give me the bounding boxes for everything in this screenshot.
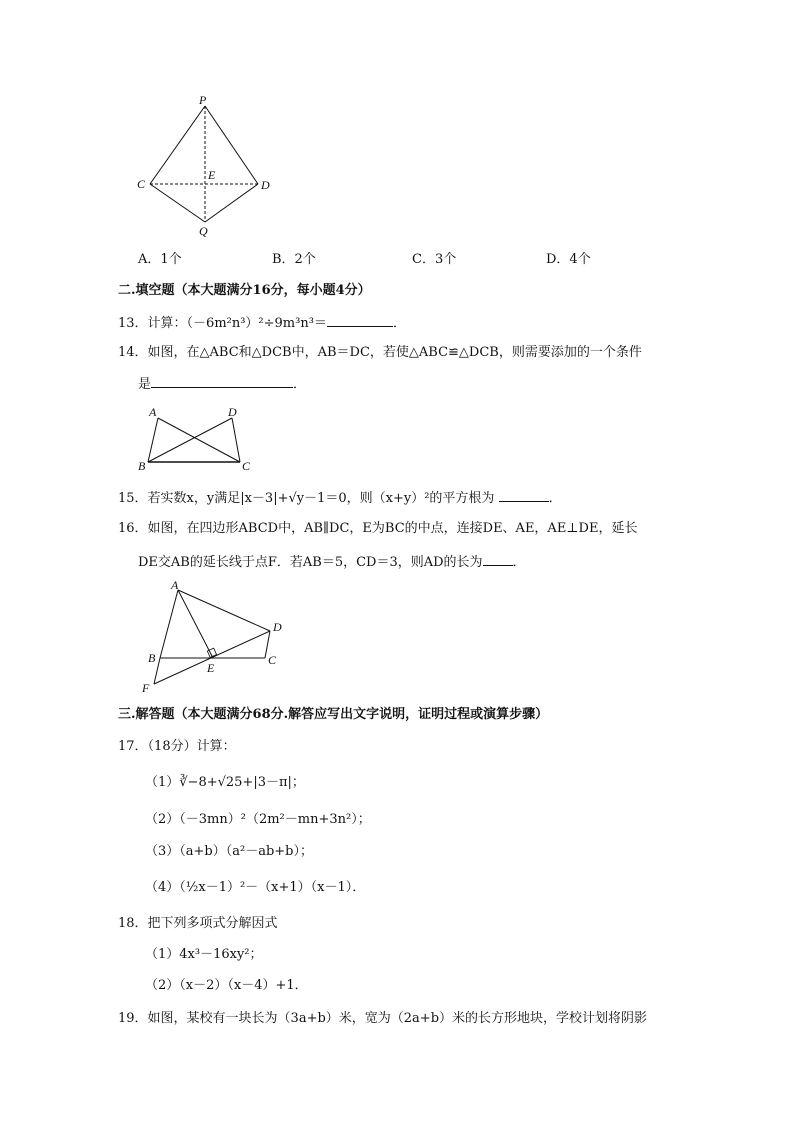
question-16-tail: ． [512, 555, 526, 570]
answer-blank-14 [151, 374, 293, 388]
question-17-item-2: （2）（－3mn）²（2m²－mn+3n²）； [145, 812, 371, 827]
section-2-heading: 二.填空题（本大题满分16分，每小题4分） [118, 283, 371, 298]
label-p: P [199, 93, 207, 107]
label-e3: E [207, 661, 215, 675]
label-c: C [137, 177, 146, 191]
label-e: E [208, 168, 216, 182]
label-b: B [138, 459, 146, 473]
option-b: B．2个 [272, 252, 316, 267]
option-d: D．4个 [546, 252, 591, 267]
label-q: Q [199, 224, 208, 238]
kite-figure [130, 92, 280, 242]
answer-blank-13 [327, 313, 393, 327]
question-13-tail: ． [392, 316, 406, 331]
label-a3: A [171, 578, 179, 592]
label-d: D [261, 178, 270, 192]
answer-blank-15 [499, 488, 549, 502]
label-c3: C [268, 653, 277, 667]
question-15-text: 15．若实数x，y满足|x－3|+√y－1＝0，则（x+y）²的平方根为 [118, 491, 495, 506]
quadrilateral-figure [138, 576, 298, 698]
label-d3: D [273, 620, 282, 634]
question-15 [118, 488, 562, 508]
question-14-prefix: 是 [138, 377, 152, 392]
option-c: C．3个 [412, 252, 457, 267]
question-13 [118, 313, 406, 333]
label-b3: B [148, 651, 156, 665]
question-16-line-1: 16．如图，在四边形ABCD中，AB∥DC，E为BC的中点，连接DE、AE，AE⊥DE，延长 [118, 521, 638, 536]
question-16-text: DE交AB的延长线于点F．若AB＝5，CD＝3，则AD的长为 [138, 555, 483, 570]
question-17-item-3: （3）（a+b）（a²－ab+b）； [145, 844, 313, 859]
question-13-text: 13．计算：（－6m²n³）²÷9m³n³＝ [118, 316, 327, 331]
question-17-title: 17．（18分）计算： [118, 739, 236, 754]
question-14-line-2 [138, 374, 306, 394]
label-c2: C [242, 459, 251, 473]
question-17-item-1: （1）∛−8+√25+|3－π|； [145, 775, 305, 790]
question-18-item-2: （2）（x－2）（x－4）+1． [145, 978, 308, 993]
label-f3: F [142, 681, 150, 695]
triangle-pair-figure [134, 402, 264, 474]
question-18-item-1: （1）4x³－16xy²； [145, 947, 263, 962]
question-17-item-4: （4）（½x－1）²－（x+1）（x－1）． [145, 880, 366, 895]
section-3-heading: 三.解答题（本大题满分68分.解答应写出文字说明，证明过程或演算步骤） [118, 707, 549, 722]
label-a: A [149, 405, 157, 419]
question-19: 19．如图，某校有一块长为（3a+b）米，宽为（2a+b）米的长方形地块，学校计划将阴影 [118, 1011, 648, 1026]
question-15-tail: ． [548, 491, 562, 506]
question-16-line-2 [138, 552, 526, 572]
question-18-title: 18．把下列多项式分解因式 [118, 916, 278, 931]
answer-blank-16 [483, 552, 513, 566]
question-14-line-1: 14．如图，在△ABC和△DCB中，AB＝DC，若使△ABC≌△DCB，则需要添加的一个条件 [118, 345, 642, 360]
label-d2: D [228, 405, 237, 419]
option-a: A．1个 [138, 252, 182, 267]
question-14-tail: ． [293, 377, 307, 392]
